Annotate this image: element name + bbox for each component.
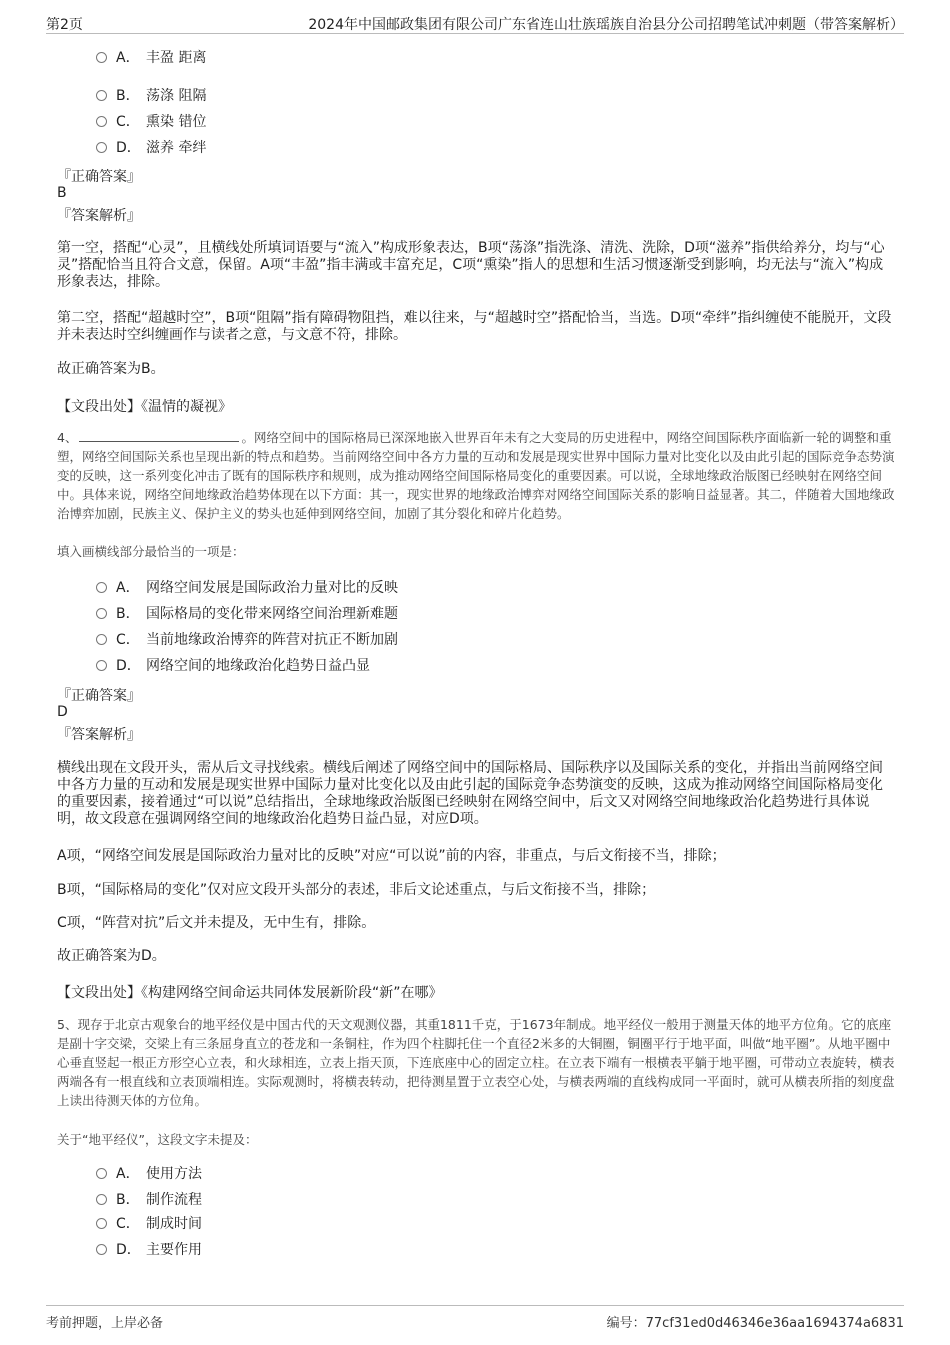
footer-divider <box>46 1305 904 1306</box>
q4-analysis-paragraph: B项，“国际格局的变化”仅对应文段开头部分的表述，非后文论述重点，与后文衔接不当，排除； <box>57 882 656 898</box>
q4-answer: D <box>57 704 68 720</box>
radio-icon[interactable] <box>96 142 107 153</box>
q4-analysis-paragraph: C项，“阵营对抗”后文并未提及，无中生有，排除。 <box>57 915 376 931</box>
q3-option-c[interactable]: C． 熏染 错位 <box>96 112 206 132</box>
q4-prompt: 填入画横线部分最恰当的一项是： <box>57 544 245 559</box>
q4-answer-label: 『正确答案』 <box>57 688 141 704</box>
radio-icon[interactable] <box>96 582 107 593</box>
q3-source: 【文段出处】《温情的凝视》 <box>57 399 232 415</box>
q4-option-b[interactable]: B． 国际格局的变化带来网络空间治理新难题 <box>96 604 398 624</box>
page-number: 第2页 <box>46 17 83 33</box>
q4-analysis-label: 『答案解析』 <box>57 727 141 743</box>
radio-icon[interactable] <box>96 52 107 63</box>
q3-option-a[interactable]: A． 丰盈 距离 <box>96 48 206 68</box>
q3-analysis-paragraph: 第二空，搭配“超越时空”，B项“阻隔”指有障碍物阻挡，难以往来，与“超越时空”搭配恰当，当选。D项“牵绊”指纠缠使不能脱开，文段并未表达时空纠缠画作与读者之意，与文意不符，排除。 <box>57 310 892 343</box>
q3-answer: B <box>57 185 67 201</box>
radio-icon[interactable] <box>96 608 107 619</box>
radio-icon[interactable] <box>96 660 107 671</box>
q4-option-c[interactable]: C． 当前地缘政治博弈的阵营对抗正不断加剧 <box>96 630 398 650</box>
q4-option-a[interactable]: A． 网络空间发展是国际政治力量对比的反映 <box>96 578 398 598</box>
radio-icon[interactable] <box>96 1244 107 1255</box>
q3-option-b[interactable]: B． 荡涤 阻隔 <box>96 86 206 106</box>
radio-icon[interactable] <box>96 90 107 101</box>
q5-option-d[interactable]: D． 主要作用 <box>96 1240 202 1260</box>
radio-icon[interactable] <box>96 116 107 127</box>
q4-analysis-conclusion: 故正确答案为D。 <box>57 948 166 964</box>
fill-blank <box>79 429 239 442</box>
q3-analysis-label: 『答案解析』 <box>57 208 141 224</box>
q4-option-d[interactable]: D． 网络空间的地缘政治化趋势日益凸显 <box>96 656 370 676</box>
document-id: 编号：77cf31ed0d46346e36aa1694374a6831 <box>606 1316 904 1331</box>
q5-stem: 5、现存于北京古观象台的地平经仪是中国古代的天文观测仪器，其重1811千克，于1673年制成。地平经仪一般用于测量天体的地平方位角。它的底座是副十字交梁，交梁上有三条屈身直立的苍龙和一条铜柱，作为四个柱脚托住一个直径2米多的大铜圈，铜圈平行于地平面，叫做“地平圈”。从地平圈中心垂直竖起一根正方形空心立表，和火球相连，立表上指天顶，下连底座中心的固定立柱。在立表下端有一根横表平躺于地平圈，可带动立表旋转，横表两端各有一根直线和立表顶端相连。实际观测时，将横表转动，把待测星置于立表空心处，与横表两端的直线构成同一平面时，就可从横表所指的刻度盘上读出待测天体的方位角。 <box>57 1017 895 1108</box>
footer-slogan: 考前押题，上岸必备 <box>46 1316 164 1331</box>
radio-icon[interactable] <box>96 1218 107 1229</box>
q4-stem: 4、 。网络空间中的国际格局已深深地嵌入世界百年未有之大变局的历史进程中，网络空间国际秩序面临新一轮的调整和重塑，网络空间国际关系也呈现出新的特点和趋势。当前网络空间中各方力量的互动和发展是现实世界中国际力量对比变化以及由此引起的国际竞争态势演变的反映，这一系列变化冲击了既有的国际秩序和规则，成为推动网络空间国际格局变化的重要因素。可以说，全球地缘政治版图已经映射在网络空间中。具体来说，网络空间地缘政治趋势体现在以下方面：其一，现实世界的地缘政治博弈对网络空间国际关系的影响日益显著。其二，伴随着大国地缘政治博弈加剧，民族主义、保护主义的势头也延伸到网络空间，加剧了其分裂化和碎片化趋势。 <box>57 430 895 521</box>
radio-icon[interactable] <box>96 1194 107 1205</box>
header-divider <box>46 33 904 34</box>
radio-icon[interactable] <box>96 634 107 645</box>
q3-option-d[interactable]: D． 滋养 牵绊 <box>96 138 206 158</box>
q5-option-a[interactable]: A． 使用方法 <box>96 1164 202 1184</box>
q5-prompt: 关于“地平经仪”，这段文字未提及： <box>57 1132 258 1147</box>
q5-option-c[interactable]: C． 制成时间 <box>96 1214 202 1234</box>
q4-analysis-paragraph: 横线出现在文段开头，需从后文寻找线索。横线后阐述了网络空间中的国际格局、国际秩序以及国际关系的变化，并指出当前网络空间中各方力量的互动和发展是现实世界中国际力量对比变化以及由此引起的国际竞争态势演变的反映，这成为推动网络空间国际格局变化的重要因素，接着通过“可以说”总结指出，全球地缘政治版图已经映射在网络空间中，后文又对网络空间地缘政治化趋势进行具体说明，故文段意在强调网络空间的地缘政治化趋势日益凸显，对应D项。 <box>57 760 883 827</box>
q4-analysis-paragraph: A项，“网络空间发展是国际政治力量对比的反映”对应“可以说”前的内容，非重点，与后文衔接不当，排除； <box>57 848 726 864</box>
document-title: 2024年中国邮政集团有限公司广东省连山壮族瑶族自治县分公司招聘笔试冲刺题（带答案解析） <box>308 17 904 33</box>
q3-analysis-conclusion: 故正确答案为B。 <box>57 361 165 377</box>
radio-icon[interactable] <box>96 1168 107 1179</box>
q4-source: 【文段出处】《构建网络空间命运共同体发展新阶段“新”在哪》 <box>57 985 443 1001</box>
q3-analysis-paragraph: 第一空，搭配“心灵”，且横线处所填词语要与“流入”构成形象表达，B项“荡涤”指洗涤、清洗、洗除，D项“滋养”指供给养分，均与“心灵”搭配恰当且符合文意，保留。A项“丰盈”指丰满或丰富充足，C项“熏染”指人的思想和生活习惯逐渐受到影响，均无法与“流入”构成形象表达，排除。 <box>57 240 885 290</box>
q3-answer-label: 『正确答案』 <box>57 169 141 185</box>
q5-option-b[interactable]: B． 制作流程 <box>96 1190 202 1210</box>
